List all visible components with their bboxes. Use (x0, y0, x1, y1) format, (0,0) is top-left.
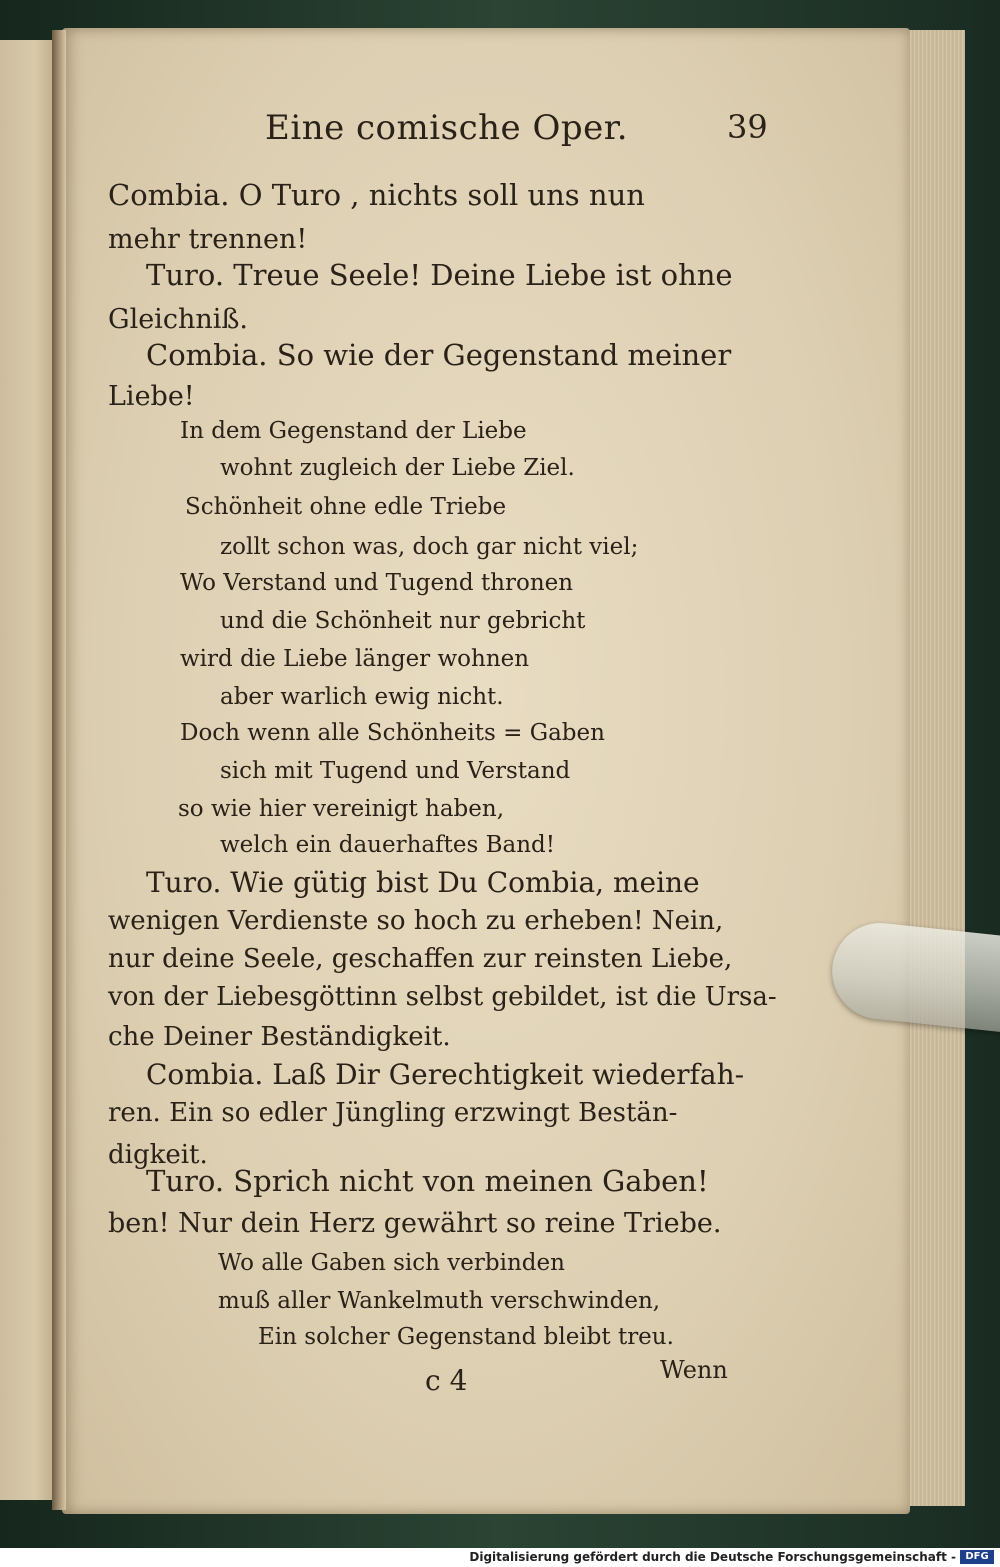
text-line: Combia. Laß Dir Gerechtigkeit wiederfah- (146, 1058, 745, 1091)
text-line: Combia. O Turo , nichts soll uns nun (108, 178, 645, 212)
page-number: 39 (727, 108, 768, 146)
verse-line: so wie hier vereinigt haben, (178, 796, 505, 822)
text-line: nur deine Seele, geschaffen zur reinsten Liebe, (108, 944, 733, 974)
text-line: mehr trennen! (108, 224, 308, 255)
text-line: Turo. Sprich nicht von meinen Gaben! (146, 1164, 709, 1198)
verse-line: zollt schon was, doch gar nicht viel; (220, 534, 639, 560)
verse-line: muß aller Wankelmuth verschwinden, (218, 1288, 661, 1314)
text-line: ben! Nur dein Herz gewährt so reine Triebe. (108, 1208, 722, 1239)
funding-notice: Digitalisierung gefördert durch die Deutsche Forschungsgemeinschaft - (469, 1550, 956, 1564)
verse-line: Ein solcher Gegenstand bleibt treu. (258, 1324, 674, 1350)
text-line: che Deiner Beständigkeit. (108, 1022, 451, 1052)
text-line: wenigen Verdienste so hoch zu erheben! Nein, (108, 906, 724, 936)
book-fore-edge (905, 30, 965, 1506)
verse-line: Doch wenn alle Schönheits = Gaben (180, 720, 605, 746)
text-line: von der Liebesgöttinn selbst gebildet, ist die Ursa- (108, 982, 777, 1012)
verse-line: welch ein dauerhaftes Band! (220, 832, 556, 858)
verse-line: sich mit Tugend und Verstand (220, 758, 571, 784)
verse-line: Schönheit ohne edle Triebe (185, 494, 507, 520)
text-line: ren. Ein so edler Jüngling erzwingt Bestän- (108, 1098, 678, 1128)
verse-line: und die Schönheit nur gebricht (220, 608, 586, 634)
book-gutter (52, 30, 66, 1510)
dfg-logo: DFG (960, 1550, 994, 1564)
verse-line: aber warlich ewig nicht. (220, 684, 504, 710)
text-line: Gleichniß. (108, 304, 248, 335)
catchword: Wenn (660, 1356, 728, 1384)
verse-line: In dem Gegenstand der Liebe (180, 418, 527, 444)
verse-line: wird die Liebe länger wohnen (180, 646, 530, 672)
verse-line: wohnt zugleich der Liebe Ziel. (220, 455, 575, 481)
verse-line: Wo alle Gaben sich verbinden (218, 1250, 565, 1276)
text-line: Turo. Wie gütig bist Du Combia, meine (146, 866, 700, 899)
text-line: digkeit. (108, 1140, 208, 1170)
text-line: Liebe! (108, 381, 195, 412)
signature-mark: c 4 (425, 1364, 468, 1397)
verse-line: Wo Verstand und Tugend thronen (180, 570, 574, 596)
text-line: Combia. So wie der Gegenstand meiner (146, 338, 732, 372)
text-line: Turo. Treue Seele! Deine Liebe ist ohne (146, 258, 733, 292)
previous-page-edge (0, 40, 58, 1500)
running-header: Eine comische Oper. (265, 108, 629, 148)
